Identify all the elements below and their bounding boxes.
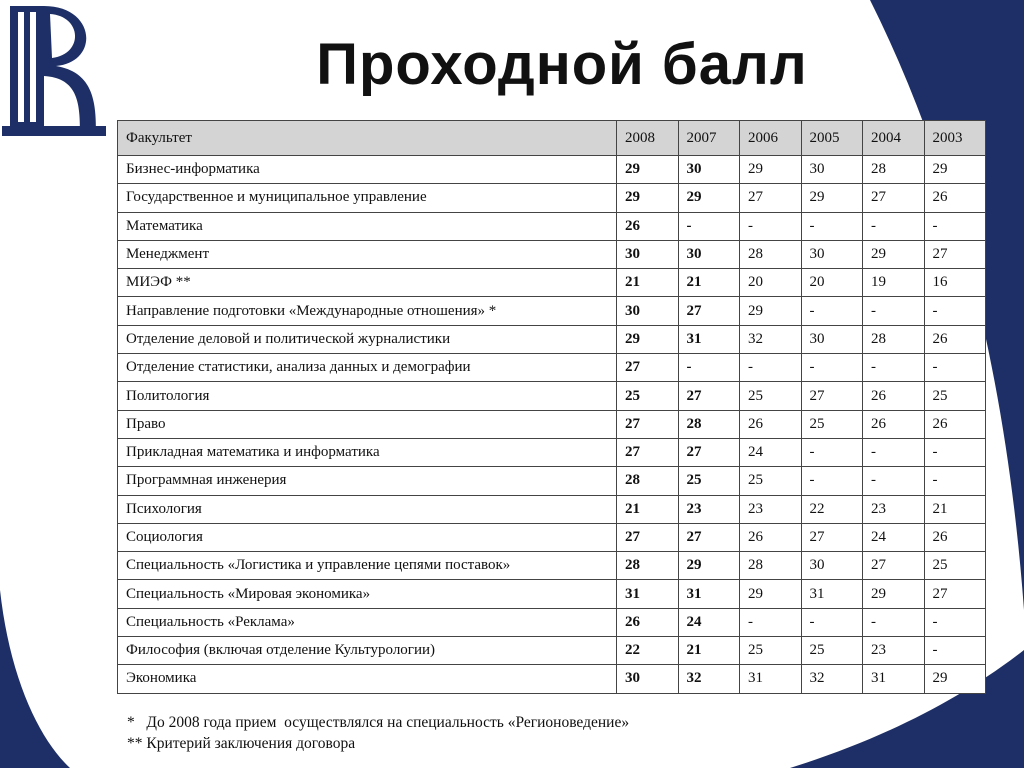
- score-cell: 25: [924, 552, 986, 580]
- score-cell: 29: [924, 665, 986, 693]
- score-cell: 26: [924, 184, 986, 212]
- score-cell: -: [863, 467, 925, 495]
- table-row: [118, 297, 986, 325]
- score-cell: 25: [801, 410, 863, 438]
- score-cell: 26: [863, 410, 925, 438]
- score-cell: 27: [617, 438, 679, 466]
- score-cell: 22: [801, 495, 863, 523]
- score-cell: 27: [678, 438, 740, 466]
- score-cell: -: [801, 438, 863, 466]
- score-cell: 21: [678, 269, 740, 297]
- score-cell: 26: [740, 523, 802, 551]
- faculty-name-cell: Отделение статистики, анализа данных и демографии: [118, 354, 617, 382]
- score-cell: 31: [617, 580, 679, 608]
- faculty-name-cell: Менеджмент: [118, 240, 617, 268]
- score-cell: 29: [924, 156, 986, 184]
- score-cell: -: [678, 212, 740, 240]
- table-row: [118, 438, 986, 466]
- score-cell: 30: [678, 240, 740, 268]
- score-cell: 27: [924, 240, 986, 268]
- score-cell: 31: [678, 580, 740, 608]
- score-cell: 26: [924, 325, 986, 353]
- score-cell: 30: [801, 552, 863, 580]
- faculty-name-cell: Политология: [118, 382, 617, 410]
- score-cell: 30: [617, 240, 679, 268]
- score-cell: 28: [678, 410, 740, 438]
- score-cell: 30: [801, 156, 863, 184]
- score-cell: 31: [801, 580, 863, 608]
- score-cell: 21: [678, 637, 740, 665]
- score-cell: -: [924, 354, 986, 382]
- table-row: [118, 269, 986, 297]
- score-cell: 30: [678, 156, 740, 184]
- score-cell: 28: [617, 552, 679, 580]
- score-cell: 21: [924, 495, 986, 523]
- score-cell: 24: [863, 523, 925, 551]
- score-cell: 30: [617, 665, 679, 693]
- faculty-name-cell: Государственное и муниципальное управление: [118, 184, 617, 212]
- score-cell: 30: [617, 297, 679, 325]
- faculty-name-cell: Экономика: [118, 665, 617, 693]
- footnotes: [127, 712, 629, 754]
- score-cell: 27: [678, 382, 740, 410]
- table-row: [118, 240, 986, 268]
- score-cell: -: [863, 297, 925, 325]
- table-row: [118, 552, 986, 580]
- score-cell: 27: [924, 580, 986, 608]
- table-row: [118, 580, 986, 608]
- faculty-name-cell: Право: [118, 410, 617, 438]
- faculty-name-cell: Математика: [118, 212, 617, 240]
- score-cell: 25: [617, 382, 679, 410]
- table-row: [118, 665, 986, 693]
- score-cell: 22: [617, 637, 679, 665]
- faculty-name-cell: Отделение деловой и политической журналистики: [118, 325, 617, 353]
- faculty-name-cell: Философия (включая отделение Культурологии): [118, 637, 617, 665]
- column-header-year: 2007: [678, 121, 740, 156]
- score-cell: 29: [863, 580, 925, 608]
- score-cell: -: [801, 212, 863, 240]
- score-cell: 32: [678, 665, 740, 693]
- score-cell: -: [924, 212, 986, 240]
- faculty-name-cell: Психология: [118, 495, 617, 523]
- score-cell: -: [678, 354, 740, 382]
- score-cell: 25: [740, 637, 802, 665]
- faculty-name-cell: Программная инженерия: [118, 467, 617, 495]
- score-cell: 23: [863, 637, 925, 665]
- table-row: [118, 156, 986, 184]
- score-cell: 30: [801, 325, 863, 353]
- score-cell: 28: [863, 325, 925, 353]
- faculty-name-cell: Бизнес-информатика: [118, 156, 617, 184]
- score-cell: 29: [617, 156, 679, 184]
- table-row: [118, 637, 986, 665]
- score-cell: 23: [863, 495, 925, 523]
- score-cell: -: [740, 212, 802, 240]
- score-cell: 26: [924, 523, 986, 551]
- score-cell: 20: [801, 269, 863, 297]
- score-cell: 27: [801, 382, 863, 410]
- score-cell: -: [863, 354, 925, 382]
- column-header-year: 2008: [617, 121, 679, 156]
- faculty-name-cell: Прикладная математика и информатика: [118, 438, 617, 466]
- score-cell: 29: [740, 580, 802, 608]
- score-cell: 29: [617, 325, 679, 353]
- score-cell: 27: [617, 354, 679, 382]
- column-header-year: 2005: [801, 121, 863, 156]
- score-cell: 27: [617, 523, 679, 551]
- table-row: [118, 184, 986, 212]
- score-cell: -: [863, 212, 925, 240]
- score-cell: 30: [801, 240, 863, 268]
- score-cell: 24: [678, 608, 740, 636]
- score-cell: 29: [801, 184, 863, 212]
- score-cell: -: [801, 467, 863, 495]
- table-row: [118, 495, 986, 523]
- score-cell: 27: [863, 184, 925, 212]
- faculty-name-cell: Специальность «Реклама»: [118, 608, 617, 636]
- table-row: [118, 467, 986, 495]
- footnote-1: * До 2008 года прием осуществлялся на специальность «Регионоведение»: [127, 714, 630, 731]
- faculty-name-cell: Специальность «Мировая экономика»: [118, 580, 617, 608]
- table-row: [118, 410, 986, 438]
- score-cell: 31: [678, 325, 740, 353]
- score-cell: 24: [740, 438, 802, 466]
- score-cell: 29: [740, 297, 802, 325]
- score-cell: 27: [617, 410, 679, 438]
- score-cell: 26: [924, 410, 986, 438]
- score-cell: -: [740, 608, 802, 636]
- table-row: [118, 523, 986, 551]
- table-row: [118, 382, 986, 410]
- score-cell: 26: [617, 608, 679, 636]
- faculty-name-cell: Направление подготовки «Международные отношения» *: [118, 297, 617, 325]
- score-cell: 27: [801, 523, 863, 551]
- score-cell: 28: [740, 552, 802, 580]
- score-cell: -: [924, 438, 986, 466]
- score-cell: 28: [740, 240, 802, 268]
- table-header-row: [118, 121, 986, 156]
- column-header-year: 2006: [740, 121, 802, 156]
- score-cell: 19: [863, 269, 925, 297]
- score-cell: 29: [863, 240, 925, 268]
- faculty-name-cell: Специальность «Логистика и управление цепями поставок»: [118, 552, 617, 580]
- score-cell: -: [801, 297, 863, 325]
- score-cell: 31: [863, 665, 925, 693]
- footnote-2: ** Критерий заключения договора: [127, 735, 356, 752]
- score-cell: -: [924, 608, 986, 636]
- score-cell: 21: [617, 269, 679, 297]
- score-cell: 27: [678, 523, 740, 551]
- score-cell: -: [924, 637, 986, 665]
- score-cell: 31: [740, 665, 802, 693]
- column-header-year: 2004: [863, 121, 925, 156]
- score-cell: 29: [617, 184, 679, 212]
- faculty-name-cell: МИЭФ **: [118, 269, 617, 297]
- score-cell: -: [740, 354, 802, 382]
- score-cell: 26: [863, 382, 925, 410]
- score-cell: 27: [678, 297, 740, 325]
- score-cell: 16: [924, 269, 986, 297]
- score-cell: 20: [740, 269, 802, 297]
- score-cell: 26: [617, 212, 679, 240]
- score-cell: 25: [678, 467, 740, 495]
- score-cell: 28: [863, 156, 925, 184]
- score-cell: -: [924, 297, 986, 325]
- score-cell: 25: [801, 637, 863, 665]
- score-cell: 21: [617, 495, 679, 523]
- score-cell: 27: [740, 184, 802, 212]
- score-cell: 28: [617, 467, 679, 495]
- column-header-year: 2003: [924, 121, 986, 156]
- score-cell: 26: [740, 410, 802, 438]
- table-row: [118, 354, 986, 382]
- score-cell: 23: [678, 495, 740, 523]
- score-cell: -: [863, 438, 925, 466]
- column-header-faculty: Факультет: [118, 121, 617, 156]
- table-row: [118, 212, 986, 240]
- score-cell: 27: [863, 552, 925, 580]
- score-cell: 32: [740, 325, 802, 353]
- passing-score-table: [117, 120, 986, 694]
- slide-title: Проходной балл: [316, 32, 808, 97]
- score-cell: -: [801, 608, 863, 636]
- score-cell: 29: [678, 552, 740, 580]
- score-cell: -: [924, 467, 986, 495]
- table-row: [118, 608, 986, 636]
- score-cell: 25: [924, 382, 986, 410]
- score-cell: 25: [740, 382, 802, 410]
- faculty-name-cell: Социология: [118, 523, 617, 551]
- score-cell: 29: [678, 184, 740, 212]
- table-row: [118, 325, 986, 353]
- score-cell: 32: [801, 665, 863, 693]
- score-cell: -: [863, 608, 925, 636]
- score-cell: 23: [740, 495, 802, 523]
- score-cell: 29: [740, 156, 802, 184]
- score-cell: 25: [740, 467, 802, 495]
- score-cell: -: [801, 354, 863, 382]
